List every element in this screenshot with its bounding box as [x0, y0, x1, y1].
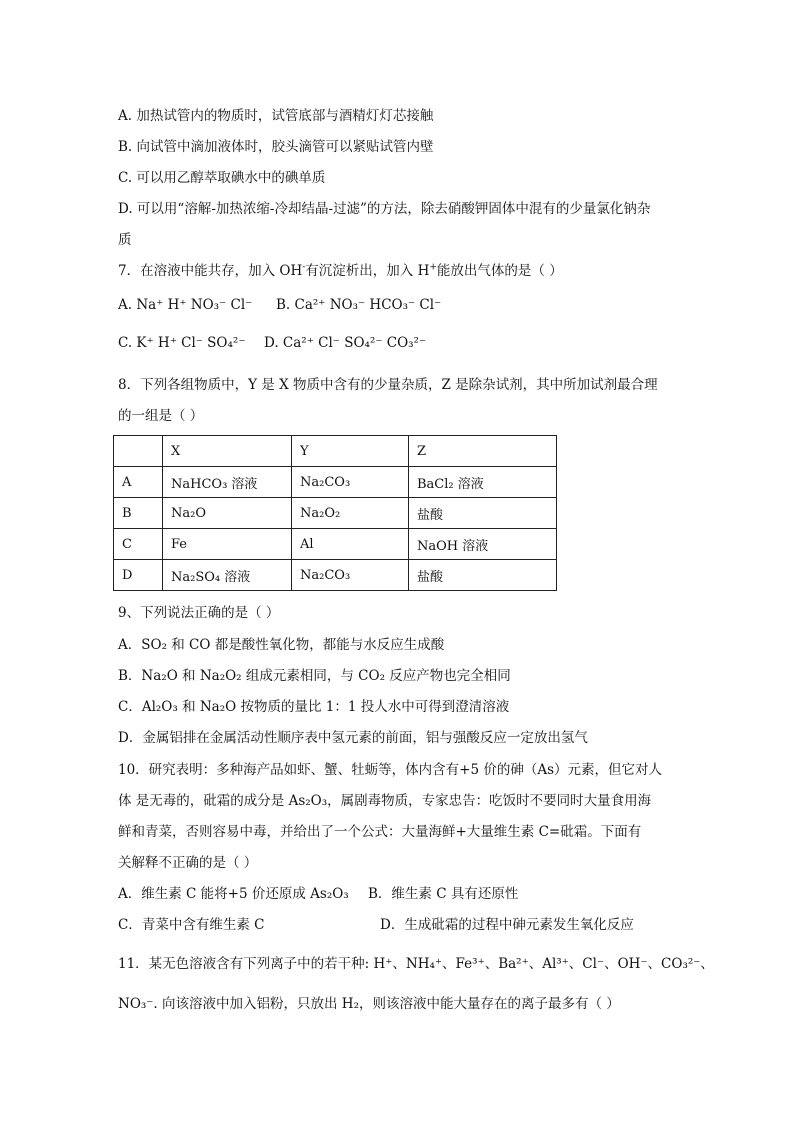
q6-option-c: C. 可以用乙醇萃取碘水中的碘单质 — [118, 170, 326, 186]
q9-option-d: D．金属铝排在金属活动性顺序表中氢元素的前面，铝与强酸反应一定放出氢气 — [118, 730, 588, 746]
q7-option-c: C. K⁺ H⁺ Cl⁻ SO₄²⁻ — [118, 335, 246, 351]
table-row — [114, 529, 557, 560]
table-cell: Na₂O — [163, 498, 292, 529]
table-cell: A — [114, 467, 163, 498]
q9-stem: 9、下列说法正确的是（ ） — [118, 605, 280, 621]
table-cell: B — [114, 498, 163, 529]
q10-option-b: B．维生素 C 具有还原性 — [368, 886, 519, 902]
q11-stem-line-1: 11．某无色溶液含有下列离子中的若干种: H⁺、NH₄⁺、Fe³⁺、Ba²⁺、Al³⁺、Cl⁻、OH⁻、CO₃²⁻、 — [118, 956, 714, 972]
q9-option-a: A．SO₂ 和 CO 都是酸性氧化物，都能与水反应生成酸 — [118, 637, 445, 653]
table-cell: BaCl₂ 溶液 — [409, 467, 557, 498]
table-cell: Fe — [163, 529, 292, 560]
q10-stem-line-4: 关解释不正确的是（ ） — [118, 855, 258, 871]
table-header-cell: X — [163, 436, 292, 467]
q11-stem-line-2: NO₃⁻. 向该溶液中加入铝粉，只放出 H₂，则该溶液中能大量存在的离子最多有（ ） — [118, 996, 620, 1012]
q6-option-d-continued: 质 — [118, 232, 132, 248]
q7-stem-part-b: 有沉淀析出，加入 H — [305, 263, 430, 279]
table-cell: 盐酸 — [409, 498, 557, 529]
table-header-cell: Y — [292, 436, 409, 467]
q10-option-d: D．生成砒霜的过程中砷元素发生氧化反应 — [380, 917, 634, 933]
q10-stem-line-3: 鲜和青菜，否则容易中毒，并给出了一个公式：大量海鲜+大量维生素 C=砒霜。下面有 — [118, 824, 642, 840]
table-header-cell: Z — [409, 436, 557, 467]
table-cell: D — [114, 560, 163, 591]
table-cell: 盐酸 — [409, 560, 557, 591]
table-cell: Na₂CO₃ — [292, 467, 409, 498]
q9-option-c: C．Al₂O₃ 和 Na₂O 按物质的量比 1：1 投人水中可得到澄清溶液 — [118, 699, 510, 715]
q8-stem: 8．下列各组物质中，Y 是 X 物质中含有的少量杂质，Z 是除杂试剂，其中所加试剂最合理 — [118, 377, 658, 393]
table-cell: C — [114, 529, 163, 560]
q7-h-charge: + — [429, 262, 437, 273]
q7-stem — [118, 259, 563, 279]
table-row — [114, 467, 557, 498]
q10-option-a: A．维生素 C 能将+5 价还原成 As₂O₃ — [118, 886, 349, 902]
q8-table — [113, 435, 557, 591]
table-header-row — [114, 436, 557, 467]
q8-stem-continued: 的一组是（ ） — [118, 408, 204, 424]
table-header-cell — [114, 436, 163, 467]
table-cell: NaHCO₃ 溶液 — [163, 467, 292, 498]
q7-option-b: B. Ca²⁺ NO₃⁻ HCO₃⁻ Cl⁻ — [276, 297, 442, 313]
q7-option-d: D. Ca²⁺ Cl⁻ SO₄²⁻ CO₃²⁻ — [264, 335, 427, 351]
table-cell: NaOH 溶液 — [409, 529, 557, 560]
q7-stem-part-a: 7．在溶液中能共存，加入 OH — [118, 263, 303, 279]
q7-option-a: A. Na⁺ H⁺ NO₃⁻ Cl⁻ — [118, 297, 253, 313]
q7-oh-charge: - — [302, 262, 306, 273]
q6-option-d: D. 可以用“溶解-加热浓缩-冷却结晶-过滤”的方法，除去硝酸钾固体中混有的少量氯化钠杂 — [118, 201, 651, 217]
table-row — [114, 498, 557, 529]
q9-option-b: B．Na₂O 和 Na₂O₂ 组成元素相同，与 CO₂ 反应产物也完全相同 — [118, 668, 511, 684]
table-cell: Al — [292, 529, 409, 560]
table-cell: Na₂CO₃ — [292, 560, 409, 591]
q10-stem-line-2: 体 是无毒的，砒霜的成分是 As₂O₃，属剧毒物质，专家忠告：吃饭时不要同时大量食用海 — [118, 793, 652, 809]
q6-option-b: B. 向试管中滴加液体时，胶头滴管可以紧贴试管内壁 — [118, 139, 434, 155]
q6-option-a: A. 加热试管内的物质时，试管底部与酒精灯灯芯接触 — [118, 108, 434, 124]
table-cell: Na₂O₂ — [292, 498, 409, 529]
table-row — [114, 560, 557, 591]
table-cell: Na₂SO₄ 溶液 — [163, 560, 292, 591]
q7-stem-part-c: 能放出气体的是（ ） — [436, 263, 563, 279]
q10-stem-line-1: 10．研究表明：多种海产品如虾、蟹、牡蛎等，体内含有+5 价的砷（As）元素，但它对人 — [118, 762, 663, 778]
q10-option-c: C．青菜中含有维生素 C — [118, 917, 265, 933]
